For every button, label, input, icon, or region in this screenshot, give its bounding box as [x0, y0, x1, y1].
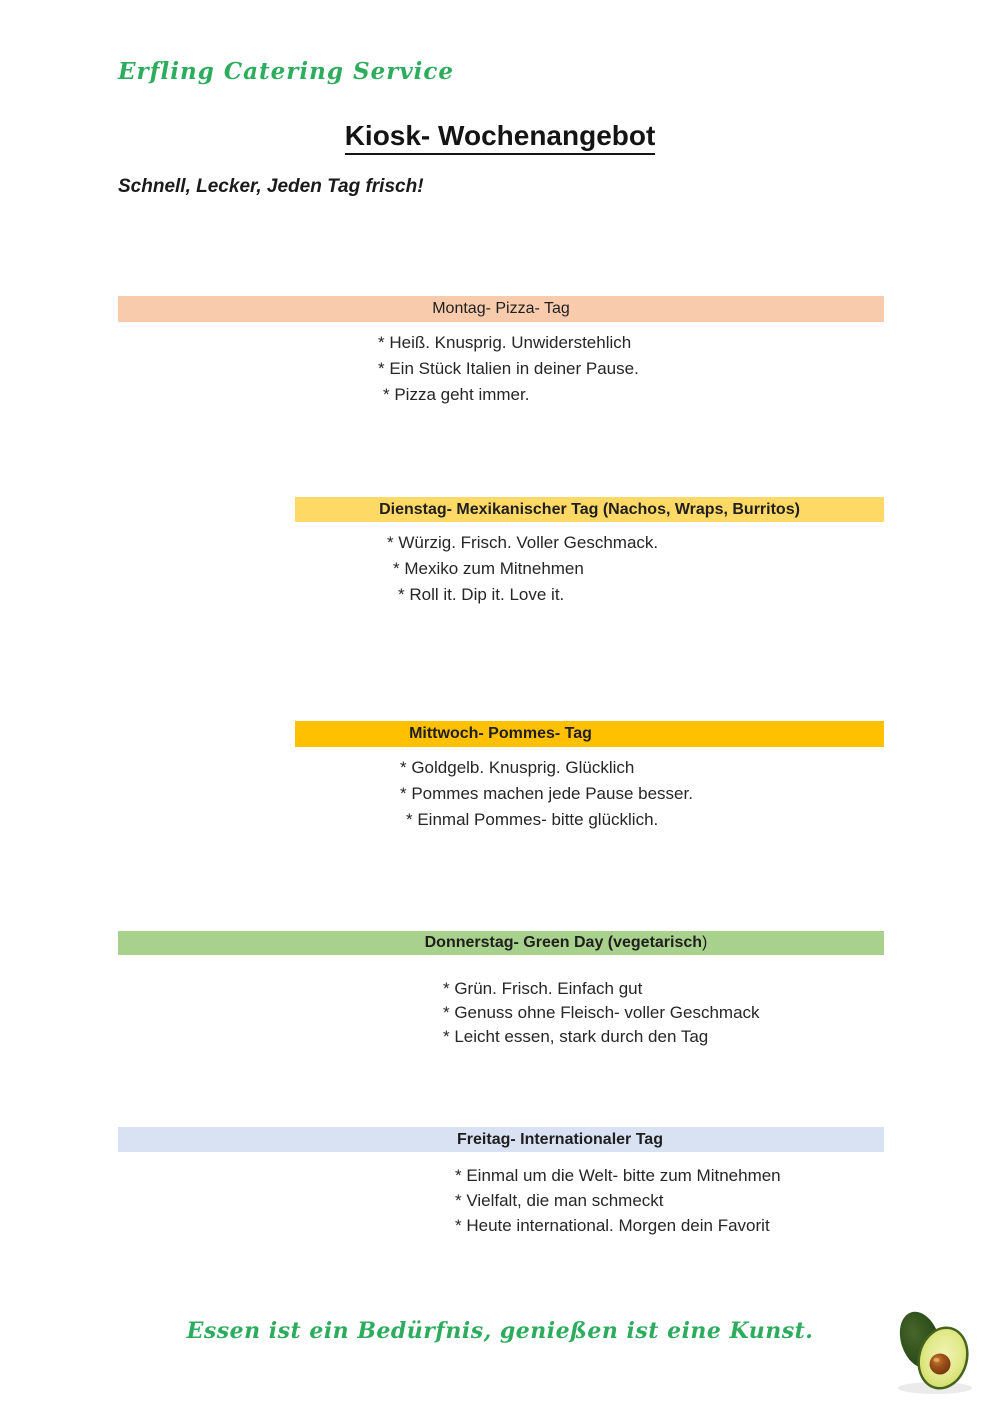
day-banner-thursday [118, 931, 884, 955]
menu-items-thursday [443, 977, 760, 1049]
day-banner-tuesday [295, 497, 884, 522]
menu-item: * Einmal um die Welt- bitte zum Mitnehmen [455, 1166, 781, 1185]
tagline: Schnell, Lecker, Jeden Tag frisch! [118, 176, 424, 197]
day-banner-friday-label: Freitag- Internationaler Tag [457, 1130, 663, 1148]
menu-item: * Einmal Pommes- bitte glücklich. [406, 810, 659, 829]
day-banner-friday [118, 1127, 884, 1152]
menu-item: * Pommes machen jede Pause besser. [400, 784, 693, 803]
page-title-wrap [0, 120, 1000, 155]
menu-item: * Goldgelb. Knusprig. Glücklich [400, 758, 635, 777]
menu-items-wednesday [400, 755, 693, 833]
menu-item: * Ein Stück Italien in deiner Pause. [378, 359, 639, 378]
menu-item: * Würzig. Frisch. Voller Geschmack. [387, 533, 659, 552]
menu-item: * Grün. Frisch. Einfach gut [443, 979, 643, 998]
menu-item: * Vielfalt, die man schmeckt [455, 1191, 664, 1210]
day-banner-monday-label: Montag- Pizza- Tag [432, 300, 570, 317]
brand-logo-text: Erfling Catering Service [118, 58, 455, 85]
day-banner-thursday-label [425, 934, 708, 952]
day-banner-monday [118, 296, 884, 322]
menu-item: * Mexiko zum Mitnehmen [393, 559, 584, 578]
menu-items-tuesday [387, 530, 658, 608]
day-banner-tuesday-label: Dienstag- Mexikanischer Tag (Nachos, Wraps, Burritos) [379, 500, 800, 518]
menu-items-monday [378, 330, 639, 408]
avocado-icon [885, 1300, 985, 1400]
menu-item: * Genuss ohne Fleisch- voller Geschmack [443, 1003, 760, 1022]
day-banner-thursday-label-bold: Donnerstag- Green Day (vegetarisch [424, 934, 703, 951]
menu-items-friday [455, 1163, 781, 1238]
menu-item: * Roll it. Dip it. Love it. [398, 585, 565, 604]
menu-item: * Pizza geht immer. [383, 385, 530, 404]
menu-item: * Heiß. Knusprig. Unwiderstehlich [378, 333, 632, 352]
page-title: Kiosk- Wochenangebot [345, 120, 656, 155]
menu-item: * Leicht essen, stark durch den Tag [443, 1027, 709, 1046]
day-banner-wednesday-label: Mittwoch- Pommes- Tag [409, 725, 592, 742]
menu-item: * Heute international. Morgen dein Favorit [455, 1216, 770, 1235]
footer-quote: Essen ist ein Bedürfnis, genießen ist eine Kunst. [186, 1318, 814, 1344]
day-banner-wednesday [295, 721, 884, 747]
day-banner-thursday-label-suffix: ) [702, 934, 708, 951]
